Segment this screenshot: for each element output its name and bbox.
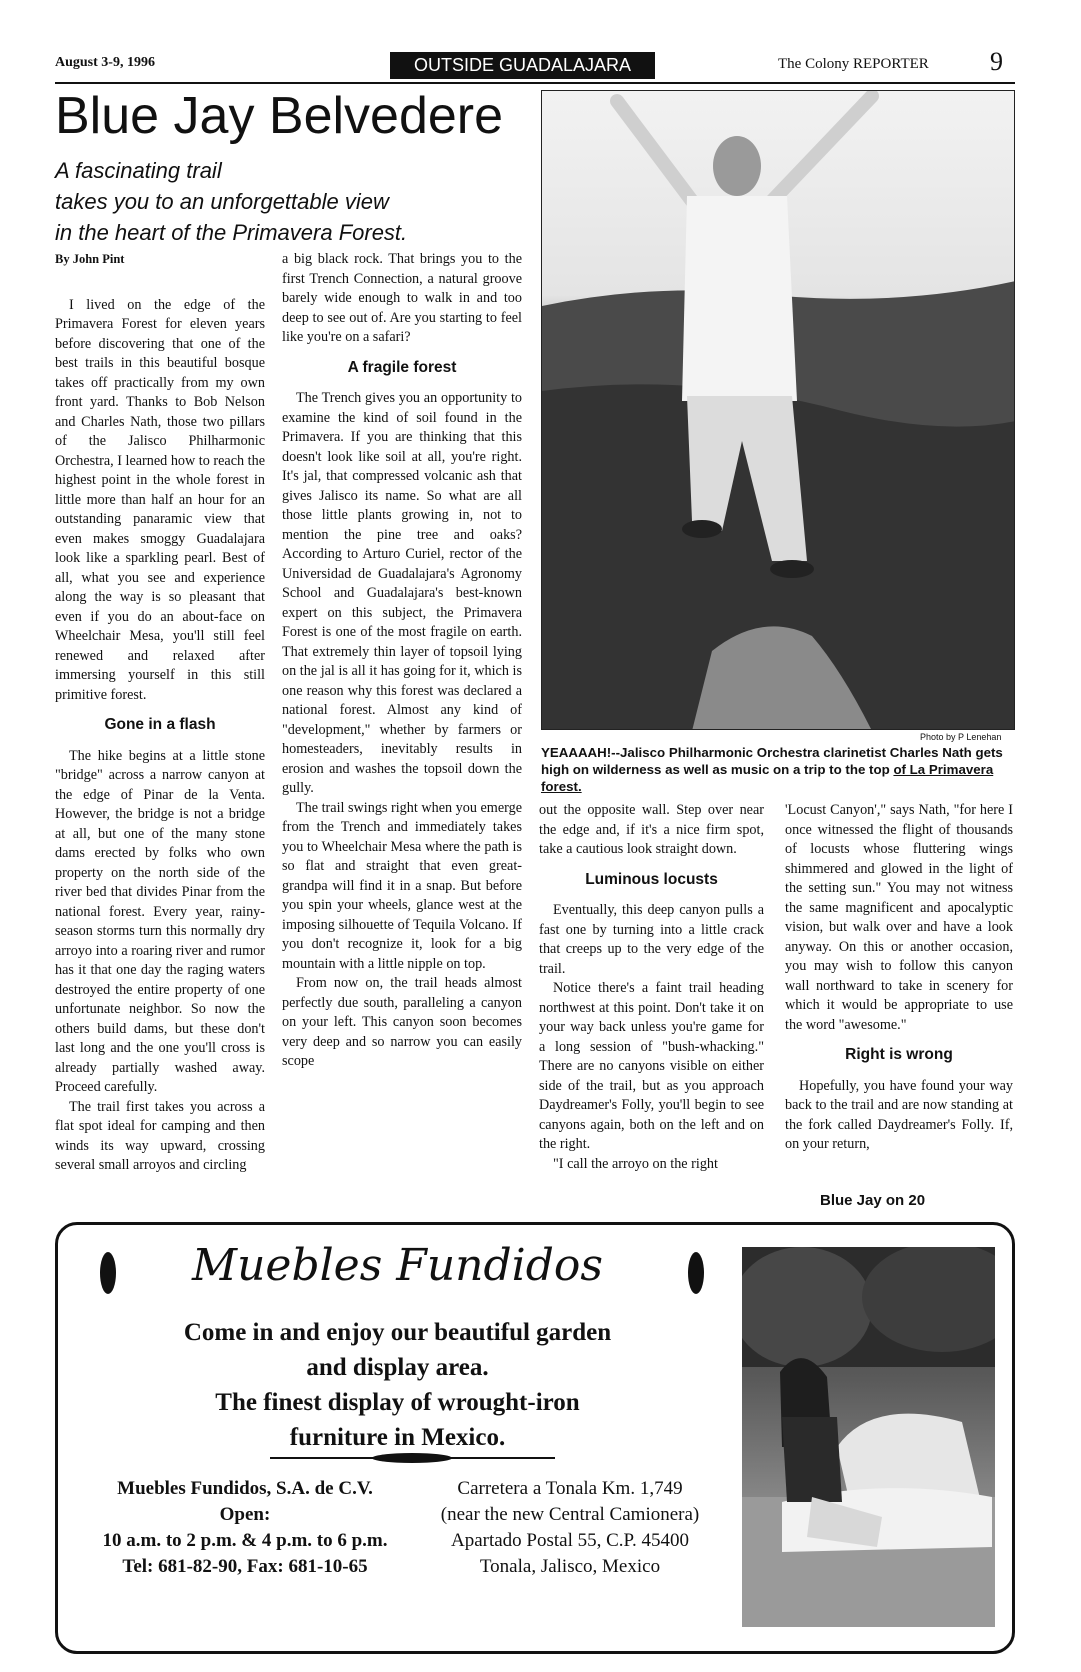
ad-address [415, 1476, 725, 1580]
subhead-gone-in-a-flash: Gone in a flash [104, 716, 216, 733]
paragraph: The trail swings right when you emerge from the Trench and immediately takes you to Wheelchair Mesa where the path is so flat and straight that even great-grandpa will find it in a snap. But before you spin your wheels, glance west at the imposing silhouette of Tequila Volcano. If you don't recognize it, look for a big mountain with a little nipple on top. [282, 799, 522, 972]
deck-line: takes you to an unforgettable view [55, 189, 389, 214]
ad-tagline-line: Come in and enjoy our beautiful garden [183, 1319, 612, 1346]
ad-address-line: Carretera a Tonala Km. 1,749 [457, 1478, 683, 1499]
header-rule [55, 82, 1015, 84]
paragraph: Eventually, this deep canyon pulls a fast one by turning into a little crack that creeps up to the very edge of the trail. [539, 902, 764, 977]
photo-illustration [542, 91, 1015, 730]
paragraph: Hopefully, you have found your way back to the trail and are now standing at the fork called Daydreamer's Folly. If, on your return, [785, 1077, 1013, 1152]
ad-tagline [85, 1315, 710, 1455]
ad-photo-woman-on-bench [742, 1247, 995, 1627]
paragraph: a big black rock. That brings you to the first Trench Connection, a natural groove barely wide enough to walk in and too deep to see out of. Are you starting to feel like you're on a safari? [282, 251, 522, 345]
ad-contact-info [80, 1476, 410, 1580]
ad-tagline-line: The finest display of wrought-iron [215, 1389, 580, 1416]
article-column-1 [55, 250, 265, 1176]
subhead-luminous-locusts: Luminous locusts [585, 870, 718, 888]
article-deck [55, 155, 535, 248]
ad-address-line: (near the new Central Camionera) [440, 1504, 700, 1525]
photo-credit: Photo by P Lenehan [920, 732, 1002, 742]
ad-company: Muebles Fundidos, S.A. de C.V. [117, 1478, 373, 1499]
deck-line: A fascinating trail [55, 158, 222, 183]
newspaper-name: The Colony REPORTER [778, 56, 929, 72]
paragraph: "I call the arroyo on the right [553, 1155, 718, 1172]
ad-tagline-line: and display area. [306, 1354, 489, 1381]
continued-jump-line: Blue Jay on 20 [820, 1192, 926, 1209]
ad-photo-illustration [742, 1247, 995, 1627]
issue-date: August 3-9, 1996 [55, 55, 155, 70]
article-column-4 [785, 801, 1013, 1155]
photo-caption [541, 744, 1015, 795]
paragraph: The trail first takes you across a flat spot ideal for camping and then winds its way upward, crossing several small arroyos and circling [55, 1098, 265, 1173]
article-headline: Blue Jay Belvedere [55, 87, 504, 145]
deck-line: in the heart of the Primavera Forest. [55, 220, 408, 245]
paragraph: From now on, the trail heads almost perfectly due south, paralleling a canyon on your left. This canyon soon becomes very deep and so narrow you can easily scope [282, 975, 522, 1069]
subhead-a-fragile-forest: A fragile forest [347, 358, 457, 376]
ad-phone: Tel: 681-82-90, Fax: 681-10-65 [122, 1556, 368, 1577]
byline: By John Pint [55, 252, 125, 266]
ad-business-name: Muebles Fundidos [192, 1240, 603, 1291]
page-number: 9 [990, 47, 1003, 76]
ad-address-line: Apartado Postal 55, C.P. 45400 [450, 1530, 690, 1551]
paragraph: I lived on the edge of the Primavera Forest for eleven years before discovering that one of the best trails in this beautiful bosque takes off practically from my own front yard. Thanks to Bob Nelson and Charles Nath, those two pillars of the Jalisco Philharmonic Orchestra, I learned how to reach the highest point in the whole forest in little more than half an hour for an outstanding panaramic view that even makes smoggy Guadalajara look like a sparkling pearl. Best of all, what you see and experience along the way is so pleasant that even if you do an about-face on Wheelchair Mesa, you'll still feel renewed and relaxed after immersing yourself in this still primitive forest. [55, 296, 265, 703]
photo-jumping-man [541, 90, 1015, 730]
section-banner: OUTSIDE GUADALAJARA [390, 52, 655, 79]
paragraph: The hike begins at a little stone "bridge" across a narrow canyon at the edge of Pinar de la Venta. However, the bridge is not a bridge at all, but one of the many stone dams erected by folks who own property on the north side of the river bed that divides Pinar from the national forest. Every year, rainy-season storms turn this normally dry arroyo into a roaring river and rumor has it that one day the raging waters destroyed the entire property of one unfortunate neighbor. So now the others build dams, but these don't last long and the one you'll cross is already partially washed away. Proceed carefully. [55, 747, 265, 1095]
ad-address-line: Tonala, Jalisco, Mexico [479, 1556, 661, 1577]
paragraph: The Trench gives you an opportunity to examine the kind of soil found in the Primavera. If you are thinking that this doesn't look like soil at all, you're right. It's jal, that compressed volcanic ash that gives Jalisco its name. So what are all those little plants growing in, not to mention the pine tree and oaks? According to Arturo Curiel, rector of the Universidad de Guadalajara's Agronomy School and Guadalajara's best-known expert on this subject, the Primavera Forest is one of the most fragile on earth. That extremely thin layer of topsoil lying on the jal is all it has going for it, which is one reason why this forest was declared a national forest. Almost any kind of "development," whether by farmers or homesteaders, inevitably results in erosion and washes the topsoil down the gully. [282, 390, 522, 796]
caption-text: YEAAAAH!--Jalisco Philharmonic Orchestra clarinetist Charles Nath gets high on wilderness as well as music on a trip to the top [541, 745, 1003, 777]
article-column-3 [539, 801, 764, 1174]
paragraph: out the opposite wall. Step over near the edge and, if it's a nice firm spot, take a cautious look straight down. [539, 802, 764, 857]
paragraph: 'Locust Canyon'," says Nath, "for here I once witnessed the flight of thousands of locusts whose fluttering wings shimmered and glowed in the light of the setting sun." You may not witness the same magnificent and apocalyptic vision, but walk over and have a look anyway. On this or another occasion, you may wish to follow this canyon wall northward to take in scenery for which it would be appropriate to use the word "awesome." [785, 802, 1013, 1033]
ad-tagline-line: furniture in Mexico. [289, 1424, 506, 1451]
ad-open-label: Open: [219, 1504, 271, 1525]
article-column-2 [282, 250, 522, 1072]
ad-flourish-divider [270, 1452, 555, 1464]
ad-hours: 10 a.m. to 2 p.m. & 4 p.m. to 6 p.m. [102, 1530, 388, 1551]
subhead-right-is-wrong: Right is wrong [845, 1046, 953, 1063]
paragraph: Notice there's a faint trail heading northwest at this point. Don't take it on your way back unless you're game for a long session of "bush-whacking." There are no canyons visible on either side of the trail, but as you approach Daydreamer's Folly, you'll begin to see canyons again, both on the left and on the right. [539, 980, 764, 1152]
caption-text-tail: of La Primavera forest. [541, 762, 994, 794]
